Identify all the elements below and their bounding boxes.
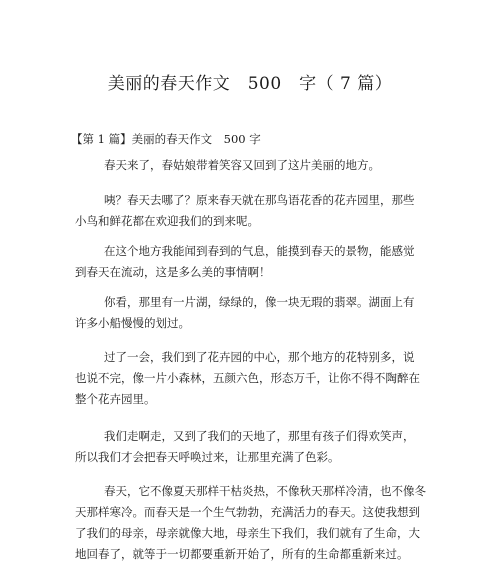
- paragraph-4: [75, 292, 430, 334]
- paragraph-line: 我们走啊走，又到了我们的天地了，那里有孩子们得欢笑声，: [104, 429, 415, 443]
- paragraph-line: 也说不完，像一片小森林，五颜六色，形态万千，让你不得不陶醉在: [75, 371, 420, 385]
- paragraph-line: 在这个地方我能闻到春到的气息，能摸到春天的景物，能感觉: [104, 244, 415, 258]
- paragraph-line: 咦？春天去哪了？原来春天就在那鸟语花香的花卉园里，那些: [104, 193, 415, 207]
- paragraph-line: 许多小船慢慢的划过。: [75, 316, 190, 330]
- paragraph-line: 你看，那里有一片湖，绿绿的，像一块无瑕的翡翠。湖面上有: [104, 295, 415, 309]
- paragraph-3: [75, 241, 430, 283]
- paragraph-line: 所以我们才会把春天呼唤过来，让那里充满了色彩。: [75, 450, 340, 464]
- paragraph-line: 春天，它不像夏天那样干枯炎热，不像秋天那样冷清，也不像冬: [104, 484, 426, 498]
- paragraph-7: [75, 481, 430, 565]
- paragraph-line: 整个花卉园里。: [75, 392, 156, 406]
- paragraph-line: 到春天在流动，这是多么美的事情啊！: [75, 265, 271, 279]
- paragraph-1: [75, 155, 430, 176]
- paragraph-line: 了我们的母亲，母亲就像大地，母亲生下我们，我们就有了生命，大: [75, 526, 420, 540]
- document-title: 美丽的春天作文 500 字（ 7 篇）: [107, 74, 393, 94]
- paragraph-2: [75, 190, 430, 232]
- paragraph-line: 天那样寒冷。而春天是一个生气勃勃，充满活力的春天。这使我想到: [75, 505, 420, 519]
- paragraph-6: [75, 426, 430, 468]
- paragraph-line: 过了一会，我们到了花卉园的中心，那个地方的花特别多，说: [104, 350, 415, 364]
- section-heading: 【第 1 篇】美丽的春天作文 500 字: [71, 132, 261, 146]
- paragraph-line: 春天来了，春姑娘带着笑容又回到了这片美丽的地方。: [104, 158, 380, 172]
- paragraph-5: [75, 347, 430, 410]
- paragraph-line: 小鸟和鲜花都在欢迎我们的到来呢。: [75, 214, 259, 228]
- paragraph-line: 地回春了，就等于一切都要重新开始了，所有的生命都重新来过。: [75, 547, 409, 561]
